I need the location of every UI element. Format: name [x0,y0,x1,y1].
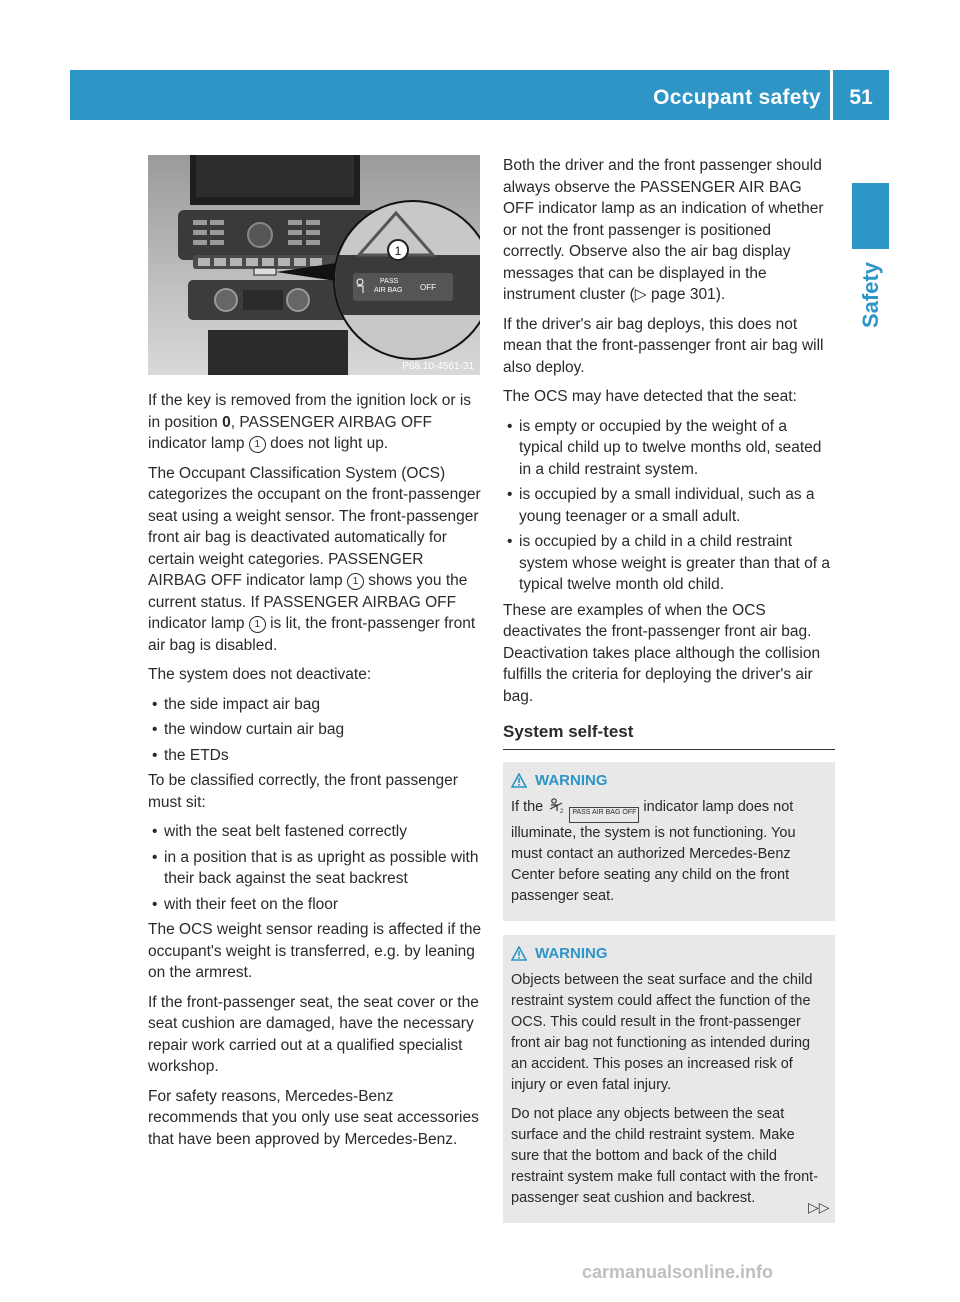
continue-mark: ▷▷ [808,1199,830,1215]
paragraph: If the driver's air bag deploys, this does not mean that the front-passenger front air bag will also deploy. [503,315,824,376]
list-item: • the ETDs [148,745,483,767]
header-bar [70,70,889,120]
section-heading: System self-test [503,721,835,750]
warning-text: Objects between the seat surface and the child restraint system could affect the function of the OCS. This could result in the front-passenger front air bag not functioning as intended during an accident. This poses an increased risk of injury or even fatal injury. [511,971,813,1093]
warning-title: WARNING [535,771,608,789]
callout-ref-1: 1 [249,436,266,453]
lamp-off-text: OFF [420,283,436,292]
warning-heading [511,943,825,964]
figure-code: P68.10-4561-31 [402,361,474,372]
pass-airbag-off-icon: PASS AIR BAG OFF [569,807,639,823]
paragraph: For safety reasons, Mercedes-Benz recommends that you only use seat accessories that have been approved by Mercedes-Benz. [148,1087,479,1148]
paragraph: These are examples of when the OCS deactivates the front-passenger front air bag. Deactivation takes place although the collision fulfills the criteria for deploying the driver's air bag. [503,601,821,705]
paragraph [148,463,483,657]
text: ). [715,286,726,303]
callout-ref-1: 1 [347,573,364,590]
callout-ref-1: 1 [249,616,266,633]
warning-box [503,762,835,921]
warning-heading [511,770,825,791]
list-item: • with their feet on the floor [148,894,483,916]
watermark: carmanualsonline.info [582,1262,774,1282]
text: If the key is removed from the ignition lock or is in position [148,392,472,431]
paragraph [148,390,483,455]
lamp-airbag-text: AIR BAG [374,287,403,294]
svg-text:2: 2 [560,808,564,814]
side-tab-label [852,254,889,336]
side-tab-text: Safety [857,261,883,329]
list-item: • with the seat belt fastened correctly [148,821,483,843]
text: indicator lamp does not illuminate, the system is not functioning. You must contact an authorized Mercedes-Benz Center before seating any child on the front passenger seat. [511,798,796,904]
dashboard-figure [148,155,480,375]
list-item: • the side impact air bag [148,694,483,716]
bullet-list [148,821,483,915]
text: is lit, the front-passenger front air bag is disabled. [148,615,476,654]
warning-text: Do not place any objects between the seat surface and the child restraint system. Make sure that the bottom and back of the child restraint system make full contact with the front-passenger seat cushion and backrest. [511,1105,819,1206]
page-reference-link[interactable]: page 301 [651,286,716,303]
text: , PASSENGER AIRBAG OFF indicator lamp [148,413,432,452]
warning-triangle-icon [511,773,527,788]
right-column [503,155,835,1237]
side-tab-marker [852,183,889,249]
list-item: • is occupied by a small individual, such as a young teenager or a small adult. [503,484,835,527]
list-item: • is empty or occupied by the weight of a typical child up to twelve months old, seated in a child restraint system. [503,416,835,481]
lamp-pass-text: PASS [380,278,399,285]
paragraph [503,155,835,306]
list-item: • in a position that is as upright as possible with their back against the seat backrest [148,847,483,890]
paragraph: If the front-passenger seat, the seat cover or the seat cushion are damaged, have the necessary repair work carried out at a qualified specialist workshop. [148,993,479,1075]
bullet-list [503,416,835,596]
warning-title: WARNING [535,944,608,962]
section-title: Occupant safety [653,86,821,109]
dashboard-illustration [148,155,480,375]
paragraph: The OCS weight sensor reading is affected if the occupant's weight is transferred, e.g. by leaning on the armrest. [148,921,482,981]
list-item: • the window curtain air bag [148,719,483,741]
paragraph: The OCS may have detected that the seat: [503,388,797,405]
arrow-icon: ▷ [634,286,652,303]
callout-number: 1 [394,244,402,258]
list-item: • is occupied by a child in a child restraint system whose weight is greater than that of a typical twelve month old child. [503,531,835,596]
text: Both the driver and the front passenger should always observe the PASSENGER AIR BAG OFF indicator lamp as an indication of whether or not the front passenger is positioned correctly. Observe also the air bag display messages that can be displayed in the instrument cluster ( [503,157,824,303]
text: shows you the current status. If PASSENGER AIRBAG OFF indicator lamp [148,572,468,632]
seat-occupant-icon [547,799,565,815]
left-column [148,390,483,1158]
position-zero: 0 [222,413,231,431]
paragraph: The system does not deactivate: [148,666,372,683]
page-number: 51 [849,86,873,109]
warning-text [511,797,825,907]
paragraph: To be classified correctly, the front passenger must sit: [148,772,458,811]
warning-triangle-icon [511,946,527,961]
warning-box [503,935,835,1223]
bullet-list [148,694,483,767]
text: The Occupant Classification System (OCS) categorizes the occupant on the front-passenger seat using a weight sensor. The front-passenger front air bag is deactivated automatically for certain weight categories. PASSENGER AIRBAG OFF indicator lamp [148,464,481,589]
text: If the [511,798,544,815]
text: does not light up. [265,435,389,452]
